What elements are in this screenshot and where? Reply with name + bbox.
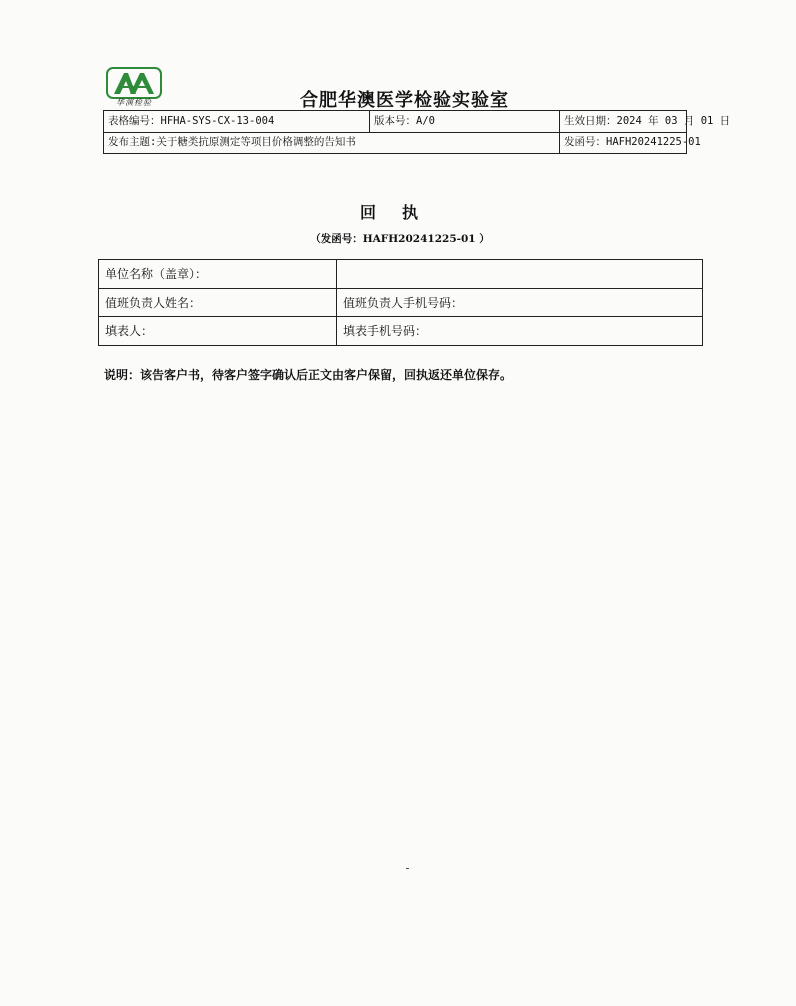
form-code: 表格编号：HFHA-SYS-CX-13-004 (104, 111, 370, 132)
filler-name-field[interactable]: 填表人： (99, 317, 337, 346)
instruction-note: 说明：该告客户书，待客户签字确认后正文由客户保留，回执返还单位保存。 (104, 368, 513, 382)
filler-phone-field[interactable]: 填表手机号码： (343, 324, 428, 339)
org-title: 合肥华澳医学检验实验室 (300, 90, 509, 111)
unit-name-label: 单位名称（盖章）： (99, 260, 337, 288)
effective-date: 生效日期：2024 年 03 月 01 日 (564, 115, 731, 127)
duty-manager-phone-field[interactable]: 值班负责人手机号码： (343, 295, 464, 310)
receipt-form-table (98, 259, 703, 346)
header-row (104, 132, 701, 153)
header-doc-no: 发函号：HAFH20241225-01 (564, 136, 701, 148)
document-header-table (103, 110, 731, 154)
duty-manager-name-field[interactable]: 值班负责人姓名： (99, 289, 337, 317)
header-row (104, 111, 731, 133)
form-row (99, 317, 702, 346)
version: 版本号：A/0 (370, 111, 560, 132)
logo-text: 华演检验 (116, 98, 152, 107)
receipt-title: 回执 (360, 203, 445, 222)
logo-emblem-icon (106, 67, 162, 99)
subject: 发布主题:关于糖类抗原测定等项目价格调整的告知书 (104, 132, 560, 153)
receipt-doc-no: （发函号：HAFH20241225-01 ） (310, 233, 490, 245)
form-row (99, 289, 702, 318)
scan-speck (406, 868, 409, 869)
unit-name-field[interactable] (337, 260, 701, 288)
form-row (99, 260, 702, 289)
